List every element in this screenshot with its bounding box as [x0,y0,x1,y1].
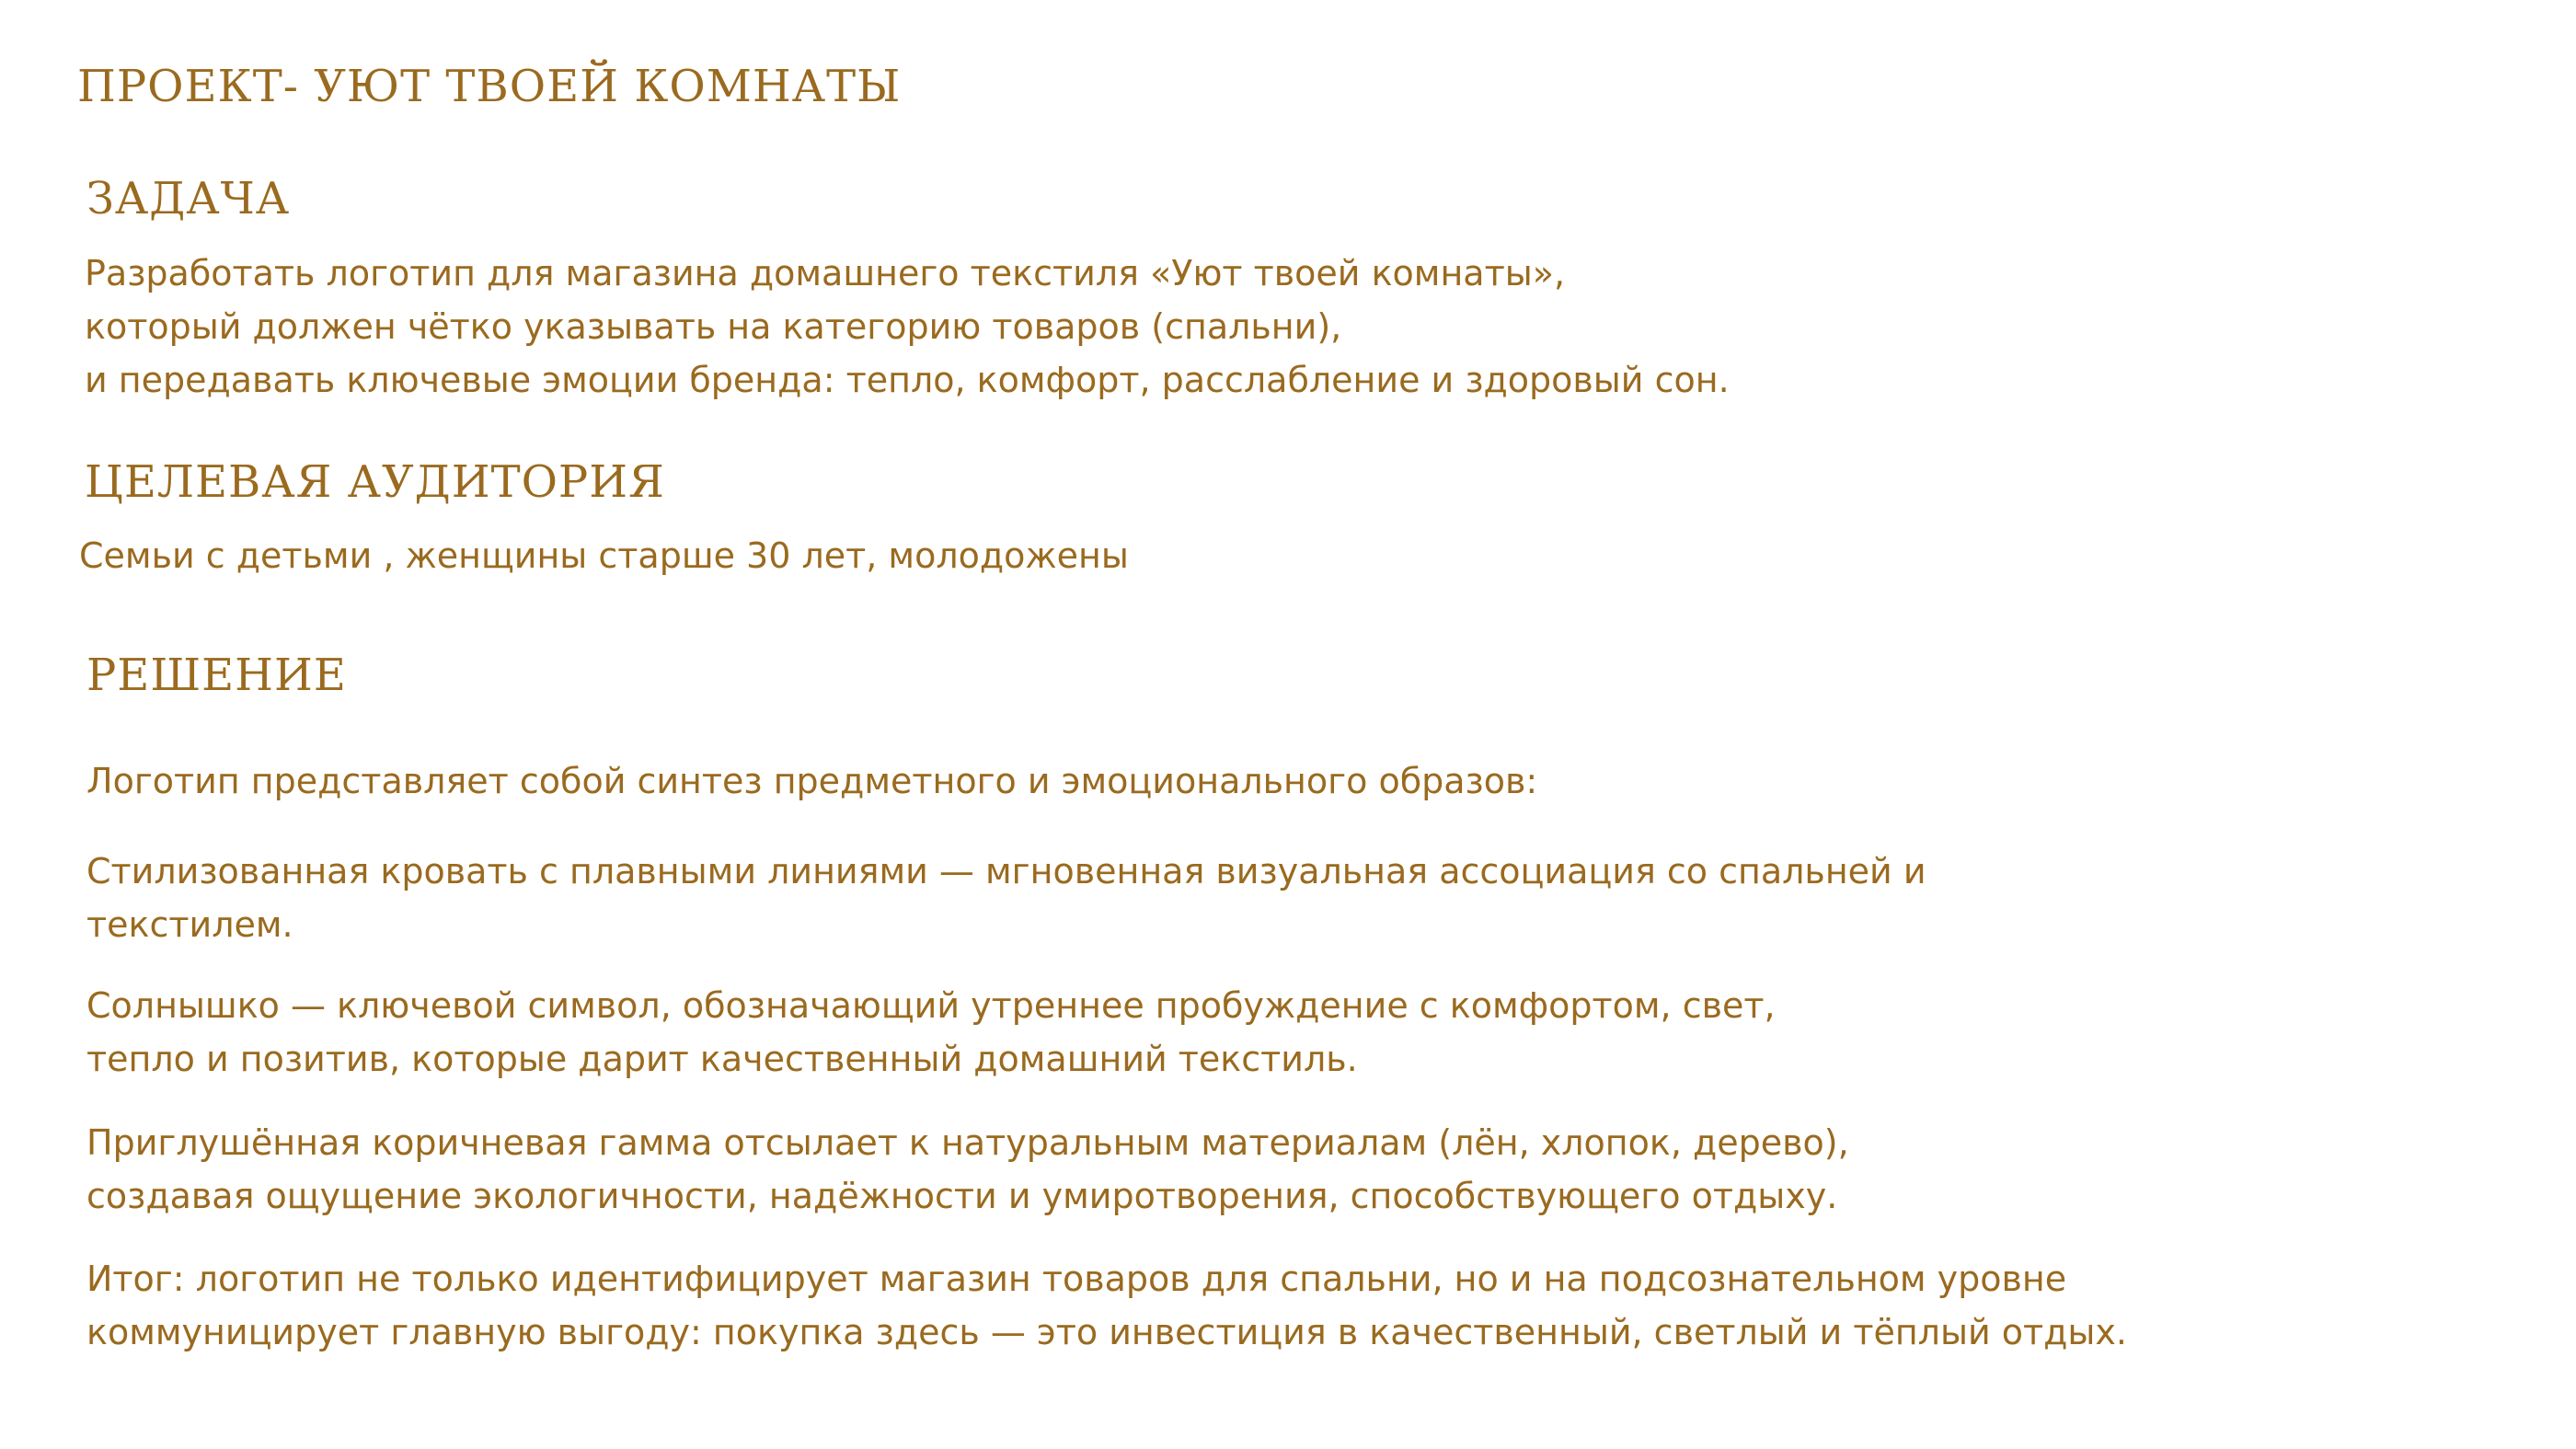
audience-text [79,529,1129,582]
solution-sun-line-2: тепло и позитив, которые дарит качественный домашний текстиль. [86,1039,1358,1079]
task-heading: ЗАДАЧА [86,173,291,224]
audience-heading: ЦЕЛЕВАЯ АУДИТОРИЯ [85,456,665,508]
solution-heading: РЕШЕНИЕ [86,650,347,701]
solution-summary-paragraph [86,1252,2127,1359]
solution-summary-line-1: Итог: логотип не только идентифицирует магазин товаров для спальни, но и на подсознательном уровне [86,1259,2067,1299]
solution-bed-paragraph [86,845,1926,951]
page-title: ПРОЕКТ- УЮТ ТВОЕЙ КОМНАТЫ [77,61,902,112]
task-line-1: Разработать логотип для магазина домашнего текстиля «Уют твоей комнаты», [85,253,1566,293]
solution-palette-line-1: Приглушённая коричневая гамма отсылает к натуральным материалам (лён, хлопок, дерево), [86,1122,1849,1163]
solution-intro-line: Логотип представляет собой синтез предметного и эмоционального образов: [86,761,1538,801]
solution-palette-paragraph [86,1116,1849,1223]
task-line-3: и передавать ключевые эмоции бренда: тепло, комфорт, расслабление и здоровый сон. [85,360,1730,400]
solution-palette-line-2: создавая ощущение экологичности, надёжности и умиротворения, способствующего отдыху. [86,1176,1838,1216]
solution-bed-line-1: Стилизованная кровать с плавными линиями — мгновенная визуальная ассоциация со спальней и [86,851,1926,891]
solution-intro [86,754,1537,808]
solution-sun-line-1: Солнышко — ключевой символ, обозначающий утреннее пробуждение с комфортом, свет, [86,985,1776,1026]
solution-bed-line-2: текстилем. [86,904,293,945]
task-line-2: который должен чётко указывать на категорию товаров (спальни), [85,306,1342,347]
solution-sun-paragraph [86,979,1776,1086]
solution-summary-line-2: коммуницирует главную выгоду: покупка здесь — это инвестиция в качественный, светлый и тёплый отдых. [86,1312,2127,1352]
task-paragraph [85,247,1730,407]
audience-line: Семьи с детьми , женщины старше 30 лет, молодожены [79,535,1129,576]
